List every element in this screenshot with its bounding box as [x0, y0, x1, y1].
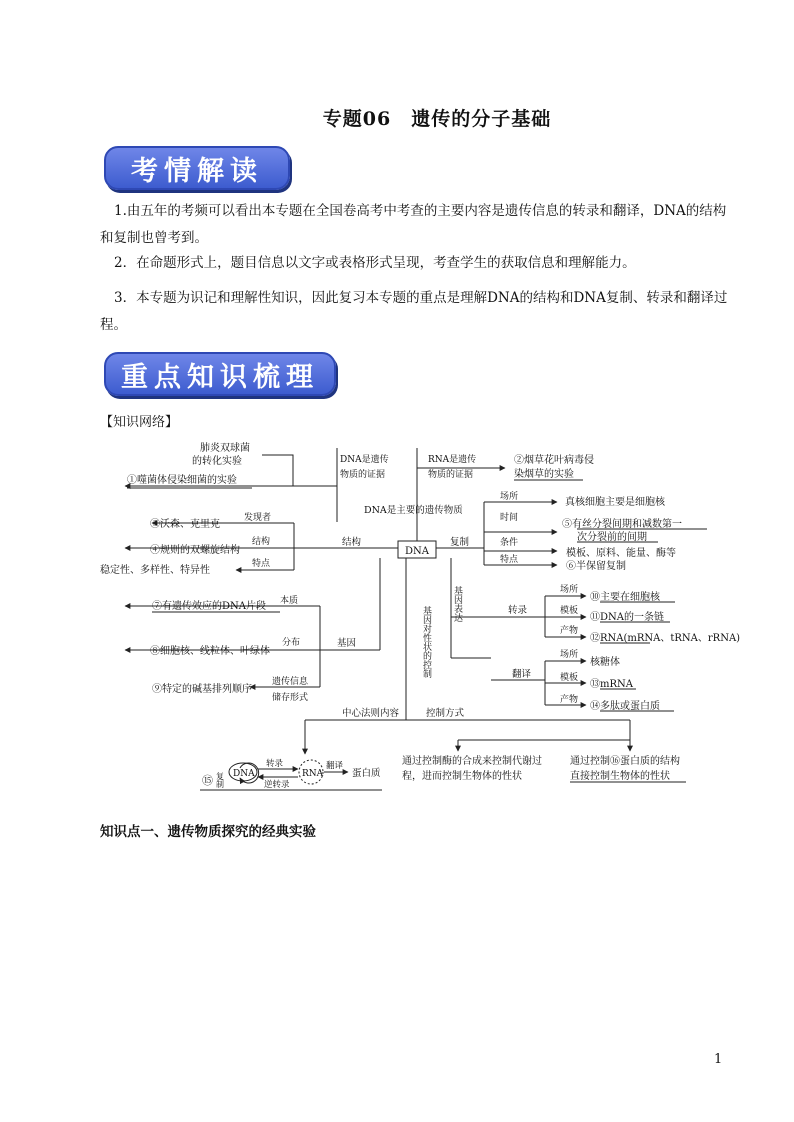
direct-1: 通过控制⑯蛋白质的结构 [570, 756, 680, 767]
cd-dna: DNA [233, 769, 255, 779]
time-label: 时间 [500, 513, 519, 523]
dna-evidence-1: DNA是遗传 [340, 455, 389, 465]
tl-product-label: 产物 [560, 695, 579, 705]
pneumo-bracket [262, 455, 293, 486]
watson-crick: ③沃森、克里克 [150, 519, 220, 530]
tl-template: ⑬mRNA [590, 679, 633, 690]
page-number: 1 [714, 1052, 723, 1067]
t-template-label: 模板 [560, 606, 579, 616]
storage-label: 储存形式 [272, 693, 309, 703]
place-value: 真核细胞主要是细胞核 [565, 497, 665, 508]
transcription: 转录 [508, 605, 528, 616]
direct-2: 直接控制生物体的性状 [570, 771, 670, 782]
gene-expression: 基因表达 [452, 586, 462, 622]
phage-text: ①噬菌体侵染细菌的实验 [127, 475, 237, 486]
section-banner-key-points: 重点知识梳理 [104, 352, 336, 396]
tmv-text-2: 染烟草的实验 [514, 469, 574, 480]
paragraph-2: 2．在命题形式上，题目信息以文字或表格形式呈现，考查学生的获取信息和理解能力。 [114, 255, 636, 271]
gene-essence: ⑦有遗传效应的DNA片段 [152, 601, 266, 612]
condition-label: 条件 [500, 538, 519, 548]
features-label: 特点 [252, 559, 271, 569]
cd-translate: 翻译 [326, 761, 344, 771]
indirect-2: 程，进而控制生物体的性状 [402, 771, 522, 782]
pneumo-text-1: 肺炎双球菌 [200, 443, 250, 454]
cd-num: ⑮ [202, 774, 213, 787]
main-material: DNA是主要的遗传物质 [364, 505, 463, 516]
tl-place: 核糖体 [590, 657, 620, 668]
cd-transcribe: 转录 [266, 759, 284, 769]
structure-label: 结构 [252, 537, 271, 547]
replication: 复制 [450, 537, 470, 548]
time-value-2: 次分裂前的间期 [577, 532, 647, 543]
t-template: ⑪DNA的一条链 [590, 612, 664, 623]
page-title: 专题06 遗传的分子基础 [322, 108, 552, 130]
rep-feature-label: 特点 [500, 555, 519, 565]
t-place: ⑩主要在细胞核 [590, 592, 660, 603]
cd-reverse: 逆转录 [264, 780, 290, 790]
rep-feature-value: ⑥半保留复制 [566, 561, 626, 572]
tl-template-label: 模板 [560, 673, 579, 683]
time-value-1: ⑤有丝分裂间期和减数第一 [562, 519, 682, 530]
gene-control: 基因对性状的控制 [421, 606, 431, 678]
tl-product: ⑭多肽或蛋白质 [590, 701, 660, 712]
central-dogma: 中心法则内容 [342, 708, 400, 719]
section-banner-exam-analysis: 考情解读 [104, 146, 290, 190]
base-sequence: ⑨特定的碱基排列顺序 [152, 684, 252, 695]
gene-label: 基因 [337, 638, 357, 649]
t-place-label: 场所 [560, 585, 579, 595]
place-label: 场所 [500, 492, 519, 502]
control-mode: 控制方式 [426, 708, 465, 719]
stability: 稳定性、多样性、特异性 [100, 565, 210, 576]
rna-evidence-1: RNA是遗传 [428, 455, 477, 465]
t-product-label: 产物 [560, 626, 579, 636]
rna-evidence-2: 物质的证据 [428, 470, 474, 480]
organelles: ⑧细胞核、线粒体、叶绿体 [150, 646, 270, 657]
knowledge-point-heading: 知识点一、遗传物质探究的经典实验 [100, 824, 316, 840]
dna-center-label: DNA [405, 546, 429, 557]
tmv-text-1: ②烟草花叶病毒侵 [514, 455, 594, 466]
tl-place-label: 场所 [560, 650, 579, 660]
info-label: 遗传信息 [272, 677, 309, 687]
paragraph-1: 1.由五年的考频可以看出本专题在全国卷高考中考查的主要内容是遗传信息的转录和翻译，DNA的结构和复制也曾考到。 [100, 203, 727, 246]
condition-value: 模板、原料、能量、酶等 [566, 548, 676, 559]
paragraph-3: 3．本专题为识记和理解性知识，因此复习本专题的重点是理解DNA的结构和DNA复制、转录和翻译过程。 [100, 290, 728, 333]
cd-protein: 蛋白质 [352, 768, 381, 779]
structure-branch: 结构 [342, 537, 362, 548]
distribution-label: 分布 [282, 638, 301, 648]
cd-rna: RNA [302, 769, 324, 779]
pneumo-text-2: 的转化实验 [192, 456, 242, 467]
essence-label: 本质 [280, 596, 299, 606]
discoverer-label: 发现者 [244, 513, 272, 523]
indirect-1: 通过控制酶的合成来控制代谢过 [402, 756, 542, 767]
network-label: 【知识网络】 [100, 415, 179, 430]
double-helix: ④规则的双螺旋结构 [150, 545, 240, 556]
cd-replicate: 复制 [215, 772, 225, 788]
translation: 翻译 [512, 669, 532, 680]
dna-evidence-2: 物质的证据 [340, 470, 386, 480]
t-product: ⑫RNA(mRNA、tRNA、rRNA) [590, 633, 741, 644]
